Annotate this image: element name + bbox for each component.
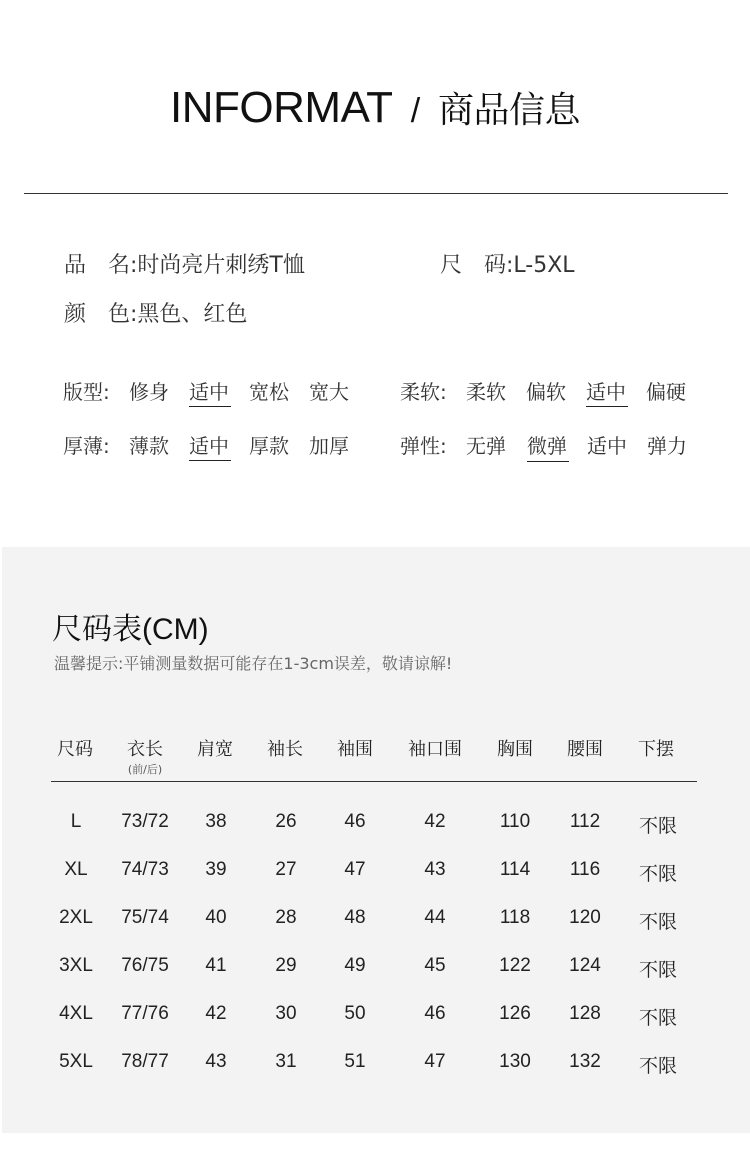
elasticity-option: 弹力 xyxy=(647,434,687,458)
cell-shoulder: 43 xyxy=(205,1051,227,1072)
page-title xyxy=(0,82,750,133)
elasticity-label: 弹性: xyxy=(400,434,447,458)
product-name-row xyxy=(64,248,305,279)
column-header-sleeve-width: 袖围 xyxy=(337,739,373,760)
cell-sleeve-width: 47 xyxy=(344,859,366,880)
column-header-size: 尺码 xyxy=(57,739,93,760)
softness-option: 柔软 xyxy=(466,380,506,404)
cell-sleeve-width: 49 xyxy=(344,955,366,976)
cell-chest: 126 xyxy=(499,1003,531,1024)
size-chart-title-cn: 尺码表 xyxy=(52,612,142,647)
cell-waist: 116 xyxy=(569,859,601,880)
thickness-selected-underline xyxy=(189,460,231,461)
cell-shoulder: 42 xyxy=(205,1003,227,1024)
cell-chest: 110 xyxy=(499,811,531,832)
cell-cuff: 45 xyxy=(424,955,446,976)
header-divider xyxy=(24,193,728,194)
cell-shoulder: 40 xyxy=(205,907,227,928)
softness-option: 偏软 xyxy=(526,380,566,404)
product-name-value: 时尚亮片刺绣T恤 xyxy=(137,253,305,278)
size-chart-title xyxy=(52,604,209,648)
cell-shoulder: 41 xyxy=(205,955,227,976)
cell-sleeve-length: 31 xyxy=(275,1051,297,1072)
cell-hem: 不限 xyxy=(638,1007,677,1029)
cell-cuff: 42 xyxy=(424,811,446,832)
cell-size: L xyxy=(70,811,82,832)
fit-option: 宽松 xyxy=(249,380,289,404)
color-label: 颜 色: xyxy=(64,302,138,327)
cell-sleeve-width: 51 xyxy=(344,1051,366,1072)
fit-option: 宽大 xyxy=(309,380,349,404)
cell-hem: 不限 xyxy=(638,1055,677,1077)
softness-option: 偏硬 xyxy=(646,380,686,404)
size-range-label: 尺 码: xyxy=(440,253,514,278)
fit-label: 版型: xyxy=(63,380,110,404)
title-chinese: 商品信息 xyxy=(437,90,580,131)
cell-sleeve-length: 26 xyxy=(275,811,297,832)
cell-length: 75/74 xyxy=(121,907,169,928)
fit-option: 修身 xyxy=(129,380,169,404)
fit-option-selected: 适中 xyxy=(189,380,229,404)
column-header-chest: 胸围 xyxy=(497,739,533,760)
thickness-label: 厚薄: xyxy=(63,434,110,458)
cell-size: 4XL xyxy=(59,1003,93,1024)
cell-length: 77/76 xyxy=(121,1003,169,1024)
column-header-shoulder: 肩宽 xyxy=(197,739,233,760)
cell-chest: 130 xyxy=(499,1051,531,1072)
cell-chest: 114 xyxy=(499,859,531,880)
cell-size: 3XL xyxy=(59,955,93,976)
cell-chest: 122 xyxy=(499,955,531,976)
softness-selected-underline xyxy=(586,406,628,407)
elasticity-option: 适中 xyxy=(587,434,627,458)
column-header-waist: 腰围 xyxy=(567,739,603,760)
cell-shoulder: 38 xyxy=(205,811,227,832)
thickness-option: 加厚 xyxy=(309,434,349,458)
cell-size: XL xyxy=(64,859,88,880)
title-english: INFORMAT xyxy=(170,83,393,132)
column-header-hem: 下摆 xyxy=(638,739,674,760)
size-range-row xyxy=(440,248,575,279)
color-value: 黑色、红色 xyxy=(137,302,248,327)
elasticity-selected-underline xyxy=(527,461,569,462)
cell-shoulder: 39 xyxy=(205,859,227,880)
cell-sleeve-width: 46 xyxy=(344,811,366,832)
cell-size: 2XL xyxy=(59,907,93,928)
thickness-option-selected: 适中 xyxy=(189,434,229,458)
column-header-length-note: (前/后) xyxy=(127,763,163,776)
cell-length: 78/77 xyxy=(121,1051,169,1072)
measurement-tip: 温馨提示:平铺测量数据可能存在1-3cm误差，敬请谅解! xyxy=(54,654,453,673)
cell-length: 74/73 xyxy=(121,859,169,880)
cell-sleeve-length: 29 xyxy=(275,955,297,976)
fit-selected-underline xyxy=(189,406,231,407)
cell-sleeve-length: 30 xyxy=(275,1003,297,1024)
table-header-divider xyxy=(51,781,697,782)
cell-waist: 124 xyxy=(569,955,601,976)
cell-waist: 120 xyxy=(569,907,601,928)
cell-size: 5XL xyxy=(59,1051,93,1072)
cell-cuff: 46 xyxy=(424,1003,446,1024)
softness-label: 柔软: xyxy=(400,380,447,404)
cell-chest: 118 xyxy=(499,907,531,928)
cell-cuff: 43 xyxy=(424,859,446,880)
size-chart-title-unit: (CM) xyxy=(142,613,209,646)
cell-length: 76/75 xyxy=(121,955,169,976)
cell-hem: 不限 xyxy=(638,959,677,981)
cell-cuff: 44 xyxy=(424,907,446,928)
product-name-label: 品 名: xyxy=(64,253,138,278)
elasticity-option: 无弹 xyxy=(466,434,506,458)
cell-cuff: 47 xyxy=(424,1051,446,1072)
cell-hem: 不限 xyxy=(638,815,677,837)
cell-waist: 128 xyxy=(569,1003,601,1024)
cell-hem: 不限 xyxy=(638,911,677,933)
cell-sleeve-length: 28 xyxy=(275,907,297,928)
softness-option-selected: 适中 xyxy=(586,380,626,404)
cell-length: 73/72 xyxy=(121,811,169,832)
color-row xyxy=(64,297,247,328)
title-separator: / xyxy=(410,92,420,130)
cell-waist: 112 xyxy=(569,811,601,832)
cell-hem: 不限 xyxy=(638,863,677,885)
elasticity-option-selected: 微弹 xyxy=(527,434,567,458)
size-range-value: L-5XL xyxy=(513,253,575,278)
cell-sleeve-width: 50 xyxy=(344,1003,366,1024)
cell-sleeve-width: 48 xyxy=(344,907,366,928)
cell-sleeve-length: 27 xyxy=(275,859,297,880)
cell-waist: 132 xyxy=(569,1051,601,1072)
thickness-option: 薄款 xyxy=(129,434,169,458)
thickness-option: 厚款 xyxy=(249,434,289,458)
column-header-length: 衣长 xyxy=(127,739,163,760)
column-header-cuff: 袖口围 xyxy=(408,739,462,760)
column-header-sleeve-length: 袖长 xyxy=(267,739,303,760)
